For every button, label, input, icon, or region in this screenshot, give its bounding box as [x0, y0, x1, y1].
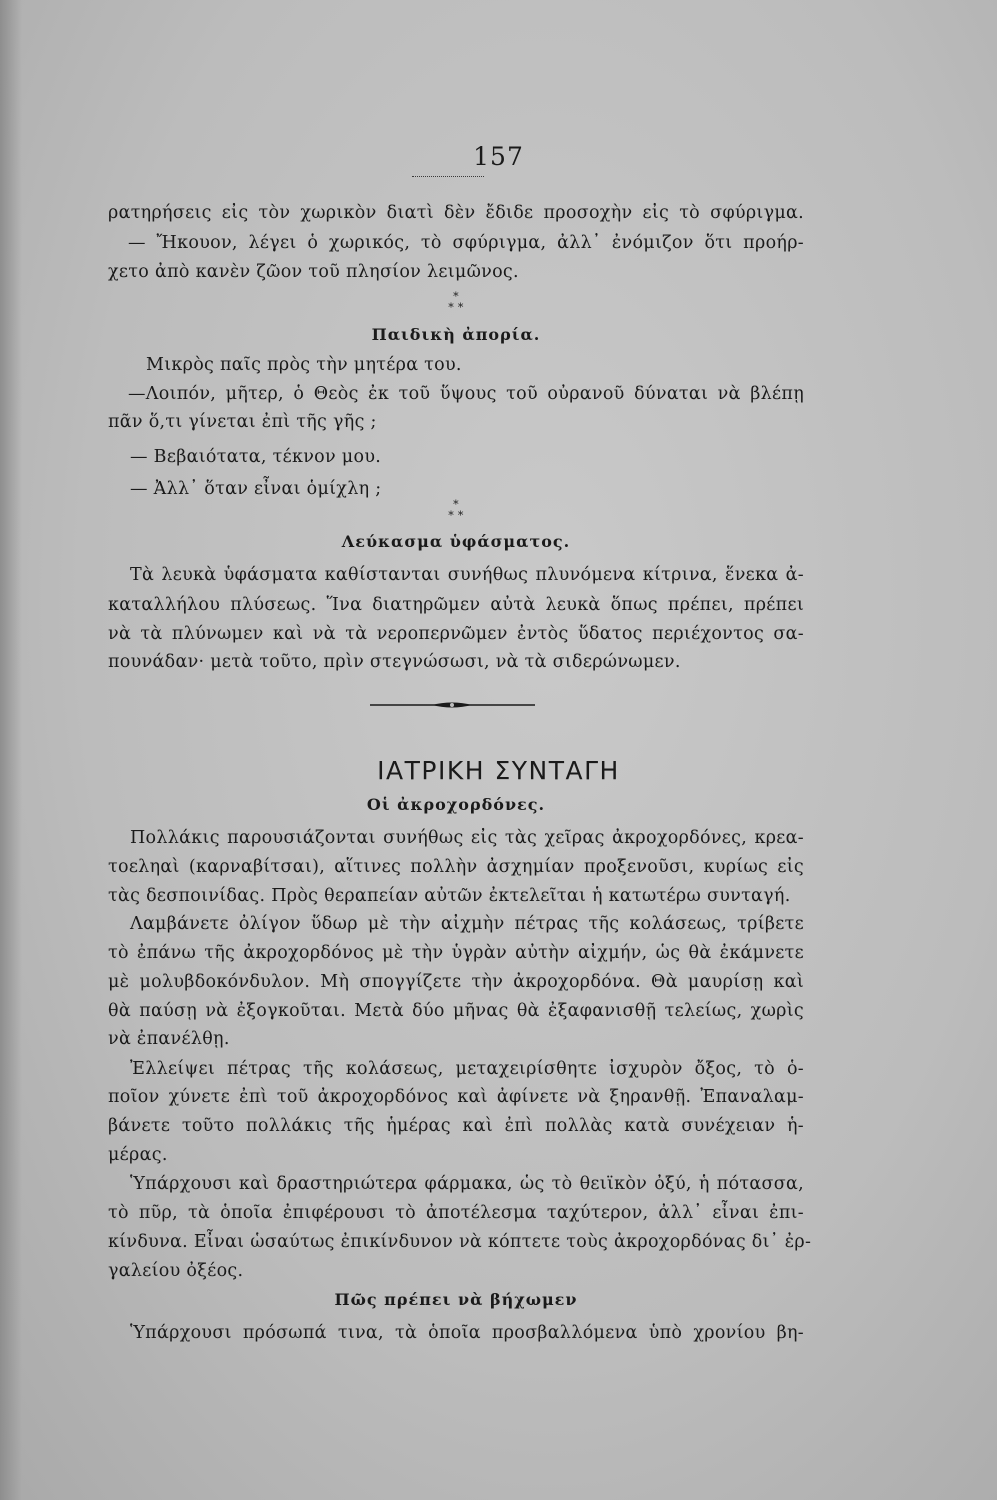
text-line: μέρας.	[108, 1145, 168, 1165]
text-line: ρατηρήσεις εἰς τὸν χωρικὸν διατὶ δὲν ἔδιδε προσοχὴν εἰς τὸ σφύριγμα.	[108, 203, 804, 223]
text-line: καταλλήλου πλύσεως. Ἵνα διατηρῶμεν αὐτὰ λευκὰ ὅπως πρέπει, πρέπει	[108, 595, 804, 615]
text-line: Μικρὸς παῖς πρὸς τὴν μητέρα του.	[146, 355, 462, 375]
text-line: Πολλάκις παρουσιάζονται συνήθως εἰς τὰς χεῖρας ἀκροχορδόνες, κρεα-	[130, 828, 804, 848]
text-line: ποῖον χύνετε ἐπὶ τοῦ ἀκροχορδόνος καὶ ἀφίνετε νὰ ξηρανθῇ. Ἐπαναλαμ-	[108, 1087, 804, 1107]
asterism-1	[108, 291, 804, 313]
heading-cough: Πῶς πρέπει νὰ βήχωμεν	[334, 1290, 578, 1309]
text-line: πουνάδαν· μετὰ τοῦτο, πρὶν στεγνώσωσι, νὰ τὰ σιδερώνωμεν.	[108, 652, 681, 672]
text-line: μὲ μολυβδοκόνδυλον. Μὴ σπογγίζετε τὴν ἀκροχορδόνα. Θὰ μαυρίσῃ καὶ	[108, 972, 804, 992]
text-line: τοεληαὶ (καρναβίτσαι), αἵτινες πολλὴν ἀσχημίαν προξενοῦσι, κυρίως εἰς	[108, 857, 804, 877]
asterism-star: *	[453, 290, 459, 303]
text-line: τὸ ἐπάνω τῆς ἀκροχορδόνος μὲ τὴν ὑγρὰν αὐτὴν αἰχμήν, ὡς θὰ ἐκάμνετε	[108, 943, 804, 963]
page-edge-shadow	[0, 0, 22, 1500]
asterism-stars: * *	[448, 301, 464, 314]
heading-bleaching: Λεύκασμα ὑφάσματος.	[341, 532, 571, 551]
text-line: Λαμβάνετε ὀλίγον ὕδωρ μὲ τὴν αἰχμὴν πέτρας τῆς κολάσεως, τρίβετε	[130, 914, 804, 934]
text-line: τὸ πῦρ, τὰ ὁποῖα ἐπιφέρουσι τὸ ἀποτέλεσμα ταχύτερον, ἀλλ᾽ εἶναι ἐπι-	[108, 1203, 804, 1223]
text-line: τὰς δεσποινίδας. Πρὸς θεραπείαν αὐτῶν ἐκτελεῖται ἡ κατωτέρω συνταγή.	[108, 886, 791, 906]
text-line: κίνδυνα. Εἶναι ὡσαύτως ἐπικίνδυνον νὰ κόπτετε τοὺς ἀκροχορδόνας δι᾽ ἐρ-	[108, 1232, 812, 1252]
text-line: βάνετε τοῦτο πολλάκις τῆς ἡμέρας καὶ ἐπὶ πολλὰς κατὰ συνέχειαν ἡ-	[108, 1116, 804, 1136]
asterism-2	[108, 499, 804, 521]
text-line: νὰ ἐπανέλθῃ.	[108, 1029, 230, 1049]
text-line: — Ἀλλ᾽ ὅταν εἶναι ὁμίχλη ;	[130, 479, 382, 499]
text-line: Ὑπάρχουσι πρόσωπά τινα, τὰ ὁποῖα προσβαλλόμενα ὑπὸ χρονίου βη-	[130, 1323, 804, 1343]
text-line: χετο ἀπὸ κανὲν ζῶον τοῦ πλησίον λειμῶνος.	[108, 262, 519, 282]
text-line: Τὰ λευκὰ ὑφάσματα καθίστανται συνήθως πλυνόμενα κίτρινα, ἕνεκα ἀ-	[130, 565, 804, 585]
text-line: — Βεβαιότατα, τέκνον μου.	[130, 447, 382, 467]
decorative-rule-ornament	[370, 700, 535, 710]
text-line: Ὑπάρχουσι καὶ δραστηριώτερα φάρμακα, ὡς τὸ θειϊκὸν ὀξύ, ἡ πότασσα,	[130, 1174, 804, 1194]
section-title: ΙΑΤΡΙΚΗ ΣΥΝΤΑΓΗ	[377, 756, 620, 785]
page-number-rule	[412, 176, 484, 177]
heading-warts: Οἱ ἀκροχορδόνες.	[366, 795, 546, 814]
text-line: πᾶν ὅ,τι γίνεται ἐπὶ τῆς γῆς ;	[108, 412, 377, 432]
heading-riddle: Παιδικὴ ἀπορία.	[371, 325, 541, 344]
page-number: 157	[473, 142, 524, 171]
text-line: νὰ τὰ πλύνωμεν καὶ νὰ τὰ νεροπερνῶμεν ἐντὸς ὕδατος περιέχοντος σα-	[108, 624, 804, 644]
asterism-star: *	[453, 498, 459, 511]
text-line: — Ἤκουον, λέγει ὁ χωρικός, τὸ σφύριγμα, ἀλλ᾽ ἐνόμιζον ὅτι προήρ-	[128, 233, 804, 253]
text-line: Ἐλλείψει πέτρας τῆς κολάσεως, μεταχειρίσθητε ἰσχυρὸν ὄξος, τὸ ὁ-	[130, 1059, 804, 1079]
text-line: θὰ παύσῃ νὰ ἐξογκοῦται. Μετὰ δύο μῆνας θὰ ἐξαφανισθῇ τελείως, χωρὶς	[108, 1001, 804, 1021]
asterism-stars: * *	[448, 509, 464, 522]
text-line: —Λοιπόν, μῆτερ, ὁ Θεὸς ἐκ τοῦ ὕψους τοῦ οὐρανοῦ δύναται νὰ βλέπῃ	[128, 384, 804, 404]
text-line: γαλείου ὀξέος.	[108, 1261, 244, 1281]
